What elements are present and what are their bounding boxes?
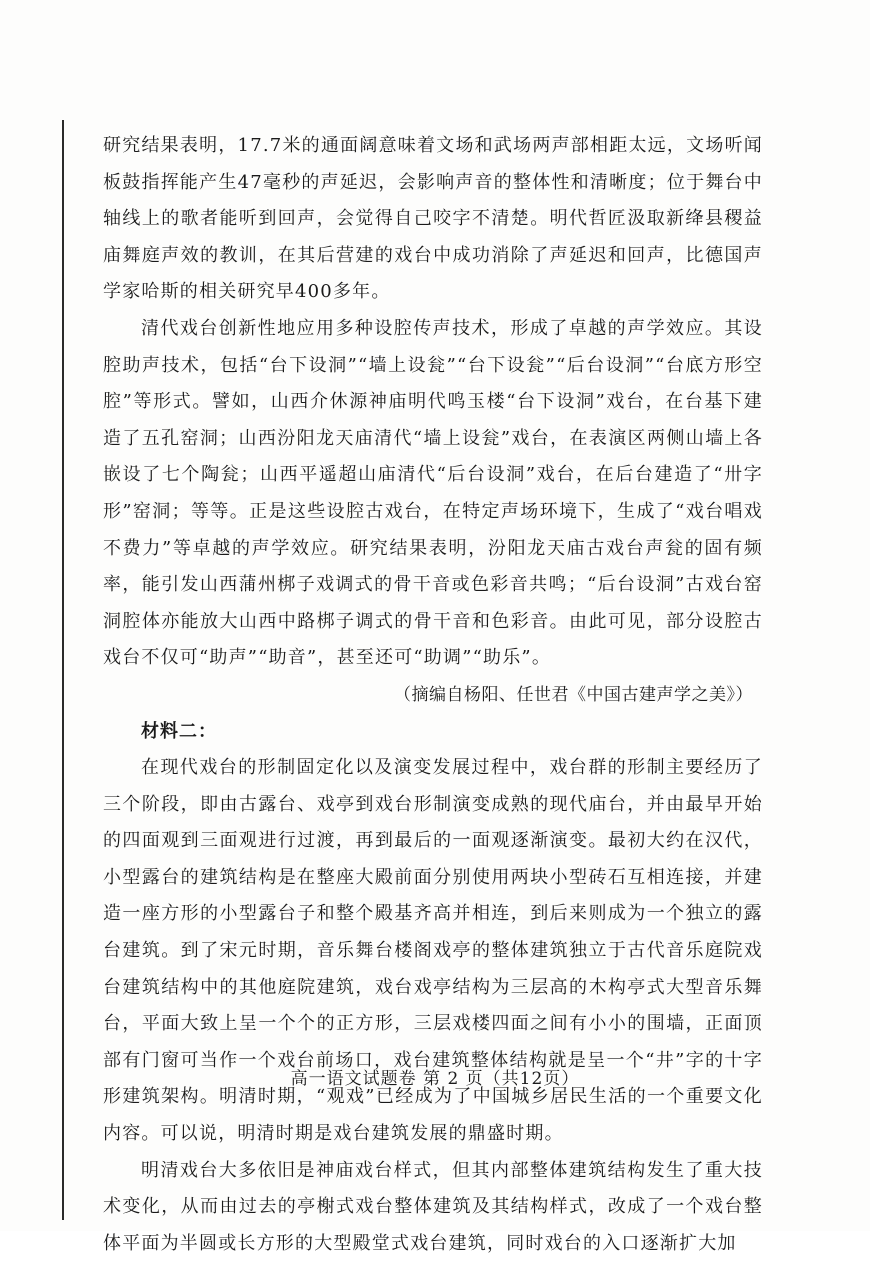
binding-margin-line xyxy=(62,120,64,1220)
section-heading-material-two: 材料二： xyxy=(141,720,217,742)
paragraph-continued: 研究结果表明，17.7米的通面阔意味着文场和武场两声部相距太远，文场听闻板鼓指挥能产生47毫秒的声延迟，会影响声音的整体性和清晰度；位于舞台中轴线上的歌者能听到回声，会觉得自己咬字不清楚。明代哲匠汲取新绛县稷益庙舞庭声效的教训，在其后营建的戏台中成功消除了声延迟和回声，比德国声学家哈斯的相关研究早400多年。 xyxy=(103,135,763,303)
page-content xyxy=(103,128,763,1262)
paragraph-stage-evolution: 在现代戏台的形制固定化以及演变发展过程中，戏台群的形制主要经历了三个阶段，即由古露台、戏亭到戏台形制演变成熟的现代庙台，并由最早开始的四面观到三面观进行过渡，再到最后的一面观逐渐演变。最初大约在汉代，小型露台的建筑结构是在整座大殿前面分别使用两块小型砖石互相连接，并建造一座方形的小型露台子和整个殿基齐高并相连，到后来则成为一个独立的露台建筑。到了宋元时期，音乐舞台楼阁戏亭的整体建筑独立于古代音乐庭院戏台建筑结构中的其他庭院建筑，戏台戏亭结构为三层高的木构亭式大型音乐舞台，平面大致上呈一个个的正方形，三层戏楼四面之间有小小的围墙，正面顶部有门窗可当作一个戏台前场口，戏台建筑整体结构就是呈一个“井”字的十字形建筑架构。明清时期，“观戏”已经成为了中国城乡居民生活的一个重要文化内容。可以说，明清时期是戏台建筑发展的鼎盛时期。 xyxy=(103,757,763,1145)
paragraph-qing-stage-acoustics: 清代戏台创新性地应用多种设腔传声技术，形成了卓越的声学效应。其设腔助声技术，包括“台下设洞”“墙上设瓮”“台下设瓮”“后台设洞”“台底方形空腔”等形式。譬如，山西介休源神庙明代鸣玉楼“台下设洞”戏台，在台基下建造了五孔窑洞；山西汾阳龙天庙清代“墙上设瓮”戏台，在表演区两侧山墙上各嵌设了七个陶瓮；山西平遥超山庙清代“后台设洞”戏台，在后台建造了“卅字形”窑洞；等等。正是这些设腔古戏台，在特定声场环境下，生成了“戏台唱戏不费力”等卓越的声学效应。研究结果表明，汾阳龙天庙古戏台声瓮的固有频率，能引发山西蒲州梆子戏调式的骨干音或色彩音共鸣；“后台设洞”古戏台窑洞腔体亦能放大山西中路梆子调式的骨干音和色彩音。由此可见，部分设腔古戏台不仅可“助声”“助音”，甚至还可“助调”“助乐”。 xyxy=(103,317,763,669)
source-citation: （摘编自杨阳、任世君《中国古建声学之美》） xyxy=(394,684,753,705)
page-footer: 高一语文试题卷 第 2 页（共12页） xyxy=(290,1069,580,1089)
paragraph-ming-qing-stages: 明清戏台大多依旧是神庙戏台样式，但其内部整体建筑结构发生了重大技术变化，从而由过去的亭榭式戏台整体建筑及其结构样式，改成了一个戏台整体平面为半圆或长方形的大型殿堂式戏台建筑，同时戏台的入口逐渐扩大加 xyxy=(103,1159,763,1254)
